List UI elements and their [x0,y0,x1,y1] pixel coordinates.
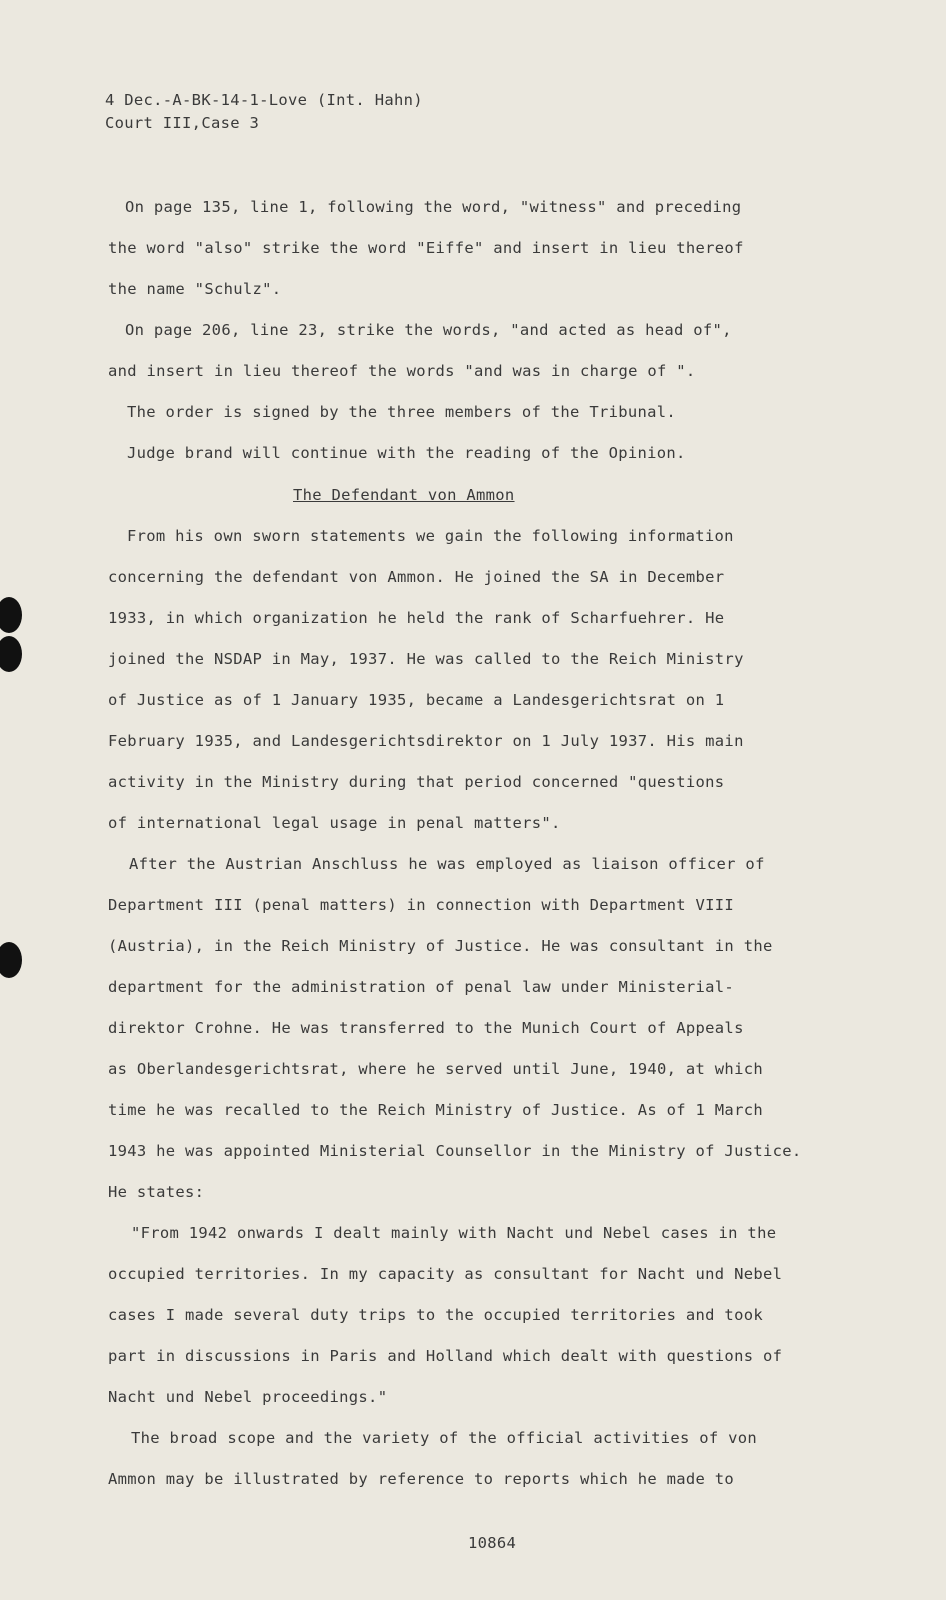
text-line: occupied territories. In my capacity as consultant for Nacht und Nebel [108,1265,783,1283]
text-line: 1943 he was appointed Ministerial Counsellor in the Ministry of Justice. [108,1142,802,1160]
text-line: part in discussions in Paris and Holland which dealt with questions of [108,1347,783,1365]
text-line: Ammon may be illustrated by reference to reports which he made to [108,1470,735,1488]
text-line: From his own sworn statements we gain the following information [127,527,734,545]
text-line: Nacht und Nebel proceedings." [108,1388,388,1406]
page-number: 10864 [468,1534,517,1552]
text-line: cases I made several duty trips to the occupied territories and took [108,1306,763,1324]
text-line: and insert in lieu thereof the words "and was in charge of ". [108,362,696,380]
text-line: the word "also" strike the word "Eiffe" and insert in lieu thereof [108,239,744,257]
text-line: The broad scope and the variety of the official activities of von [131,1429,758,1447]
text-line: The order is signed by the three members of the Tribunal. [127,403,677,421]
text-line: concerning the defendant von Ammon. He joined the SA in December [108,568,725,586]
punch-hole [0,597,22,633]
text-line: Department III (penal matters) in connection with Department VIII [108,896,735,914]
text-line: of Justice as of 1 January 1935, became a Landesgerichtsrat on 1 [108,691,725,709]
text-line: as Oberlandesgerichtsrat, where he served until June, 1940, at which [108,1060,763,1078]
text-line: direktor Crohne. He was transferred to the Munich Court of Appeals [108,1019,744,1037]
text-line: February 1935, and Landesgerichtsdirektor on 1 July 1937. His main [108,732,744,750]
text-line: time he was recalled to the Reich Ministry of Justice. As of 1 March [108,1101,763,1119]
text-line: After the Austrian Anschluss he was employed as liaison officer of [129,855,765,873]
text-line: department for the administration of penal law under Ministerial- [108,978,735,996]
text-line: joined the NSDAP in May, 1937. He was called to the Reich Ministry [108,650,744,668]
text-line: "From 1942 onwards I dealt mainly with Nacht und Nebel cases in the [131,1224,777,1242]
text-line: On page 135, line 1, following the word, "witness" and preceding [125,198,742,216]
text-line: On page 206, line 23, strike the words, "and acted as head of", [125,321,732,339]
text-line: Judge brand will continue with the reading of the Opinion. [127,444,686,462]
text-line: of international legal usage in penal matters". [108,814,561,832]
text-line: 1933, in which organization he held the rank of Scharfuehrer. He [108,609,725,627]
document-reference: 4 Dec.-A-BK-14-1-Love (Int. Hahn) [105,91,423,109]
punch-hole [0,636,22,672]
text-line: activity in the Ministry during that period concerned "questions [108,773,725,791]
punch-hole [0,942,22,978]
text-line: the name "Schulz". [108,280,282,298]
text-line: He states: [108,1183,205,1201]
court-case: Court III,Case 3 [105,114,260,132]
text-line: (Austria), in the Reich Ministry of Justice. He was consultant in the [108,937,773,955]
section-title: The Defendant von Ammon [293,486,515,504]
